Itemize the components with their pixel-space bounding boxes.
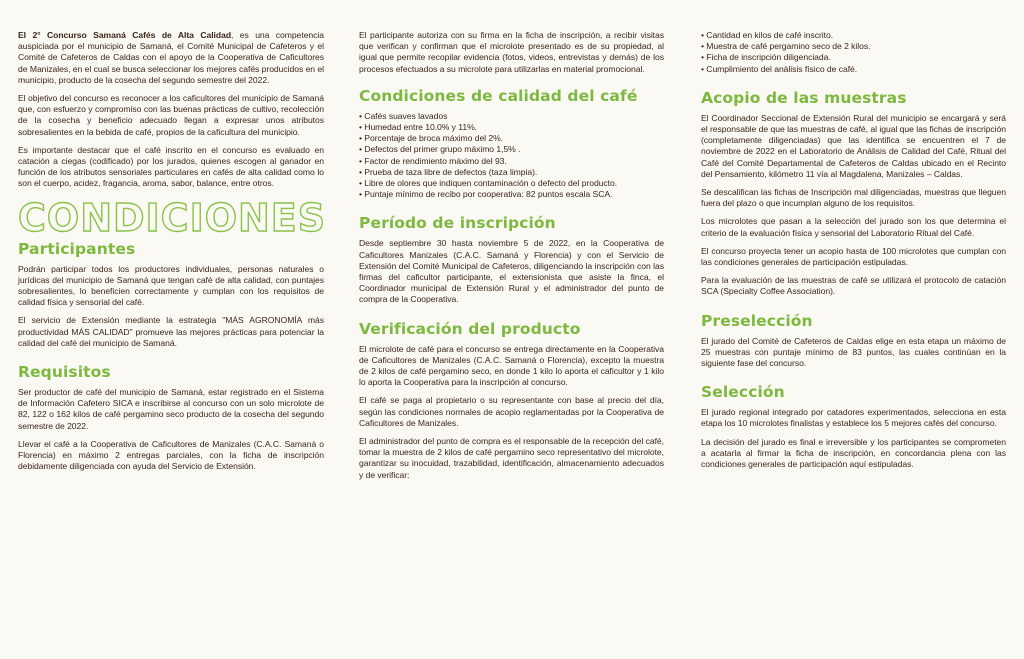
- preseleccion-heading: Preselección: [701, 311, 813, 330]
- list-item: • Cafés suaves lavados: [359, 111, 664, 122]
- verificacion-paragraph-2: El café se paga al propietario o su representante con base al precio del día, según las condiciones normales de acopio reglamentadas por la Cooperativa de Caficultores de Manizales.: [359, 395, 664, 428]
- acopio-paragraph-2: Se descalifican las fichas de Inscripción mal diligenciadas, muestras que lleguen fuera del plazo o que incumplan alguno de los requisitos.: [701, 187, 1006, 209]
- list-item: • Factor de rendimiento máximo del 93.: [359, 156, 664, 167]
- acopio-heading: Acopio de las muestras: [701, 88, 907, 107]
- list-item: • Libre de olores que indiquen contaminación o defecto del producto.: [359, 178, 664, 189]
- periodo-paragraph: Desde septiembre 30 hasta noviembre 5 de 2022, en la Cooperativa de Caficultores Manizales (C.A.C. Samaná y Florencia) y con el Servicio de Extensión del Comité Municipal de Cafeteros, diligenciando la inscripción con las firmas del caficultor participante, el extensionista que asiste la finca, el Coordinador municipal de Extensión Rural y el administrador del punto de compra de la Cooperativa.: [359, 238, 664, 305]
- acopio-paragraph-4: El concurso proyecta tener un acopio hasta de 100 microlotes que cumplan con las condiciones generales de participación estipuladas.: [701, 245, 1006, 268]
- list-item: • Prueba de taza libre de defectos (taza limpia).: [359, 167, 664, 178]
- acopio-paragraph-3: Los microlotes que pasan a la selección del jurado son los que determina el criterio de la evaluación física y sensorial del Laboratorio Ritual del Café.: [701, 216, 1006, 238]
- calidad-list: [359, 111, 664, 201]
- conditions-title: CONDICIONES: [18, 195, 327, 240]
- list-item: • Muestra de café pergamino seco de 2 kilos.: [701, 41, 1006, 52]
- list-item: • Cumplimiento del análisis físico de café.: [701, 64, 1006, 75]
- participantes-heading: Participantes: [18, 239, 136, 258]
- intro-paragraph-3: Es importante destacar que el café inscrito en el concurso es evaluado en catación a ciegas (codificado) por los jurados, quienes escogen al ganador en función de los atributos sensoriales particulares en cafés de alta calidad como lo son el cuerpo, acidez, fragancia, aroma, sabor, balance, entre otros.: [18, 144, 324, 189]
- periodo-heading: Período de inscripción: [359, 214, 556, 233]
- list-item: • Porcentaje de broca máximo del 2%.: [359, 133, 664, 144]
- requisitos-paragraph-1: Ser productor de café del municipio de Samaná, estar registrado en el Sistema de Información Cafetero SICA e inscribirse al concurso con un solo microlote de 82, 122 o 162 kilos de café pergamino seco producto de la cosecha del segundo semestre de 2022.: [18, 387, 324, 431]
- seleccion-paragraph-2: La decisión del jurado es final e irreversible y los participantes se comprometen a acatarla al firmar la ficha de inscripción, en concordancia plena con las condiciones generales de participación aquí estipuladas.: [701, 436, 1006, 470]
- list-item: • Ficha de inscripción diligenciada.: [701, 52, 1006, 63]
- intro-paragraph-1-text: , es una competencia auspiciada por el municipio de Samaná, el Comité Municipal de Cafeteros y el Comité de Cafeteros de Caldas con el apoyo de la Cooperativa de Caficultores de Manizales, en el cual se busca seleccionar los mejores cafés producidos en el municipio, producto de la cosecha del segundo semestre del 2022.: [18, 30, 324, 85]
- verification-list: [701, 30, 1006, 75]
- column-right: [701, 30, 1006, 477]
- participantes-paragraph-2: El servicio de Extensión mediante la estrategia "MÁS AGRONOMÍA más productividad MÁS CALIDAD" promueve las mejores prácticas para potenciar la calidad del café del municipio de Samaná.: [18, 315, 324, 348]
- requisitos-heading: Requisitos: [18, 363, 111, 382]
- list-item: • Defectos del primer grupo máximo 1,5% .: [359, 144, 664, 155]
- intro-paragraph-1: [18, 30, 324, 86]
- participantes-paragraph-1: Podrán participar todos los productores individuales, personas naturales o jurídicas del municipio de Samaná que tengan café de alta calidad, con puntajes sobresalientes, lo beneficien correctamente y cumplan con los requisitos de calidad física y sensorial del café.: [18, 263, 324, 308]
- authorization-paragraph: El participante autoriza con su firma en la ficha de inscripción, a recibir visitas que verifican y confirman que el microlote presentado es de su propiedad, al igual que permite recopilar evidencia (fotos, videos, entrevistas y demás) de los procesos efectuados a su microlote para utilizarlas en material promocional.: [359, 30, 664, 74]
- verificacion-paragraph-1: El microlote de café para el concurso se entrega directamente en la Cooperativa de Caficultores de Manizales (C.A.C. Samaná o Florencia), excepto la muestra de 2 kilos de café pergamino seco, en donde 1 kilo lo aporta el caficultor y 1 kilo lo aporta la Cooperativa para la inscripción al concurso.: [359, 343, 664, 388]
- intro-paragraph-2: El objetivo del concurso es reconocer a los caficultores del municipio de Samaná que, con esfuerzo y compromiso con las buenas prácticas de cultivo, recolección de la cosecha y beneficio adecuado llegan a expresar unos atributos sobresalientes en la bebida de café, propios de la caficultura del municipio.: [18, 93, 324, 137]
- acopio-paragraph-1: El Coordinador Seccional de Extensión Rural del municipio se encargará y será el responsable de que las muestras de café, al igual que las fichas de inscripción (completamente diligenciadas) que las identifica se encuentren el 7 de noviembre de 2022 en el Laboratorio de Análisis de Calidad del Café, Ritual del Café del Comité Departamental de Cafeteros de Caldas ubicado en el Recinto del Pensamiento, kilómetro 11 vía al Magdalena, Manizales – Caldas.: [701, 112, 1006, 179]
- verificacion-paragraph-3: El administrador del punto de compra es el responsable de la recepción del café, tomar la muestra de 2 kilos de café pergamino seco representativo del microlote, garantizar su inocuidad, trazabilidad, identificación, almacenamiento adecuados y de verificar:: [359, 436, 664, 480]
- requisitos-paragraph-2: Llevar el café a la Cooperativa de Caficultores de Manizales (C.A.C. Samaná o Florencia) en máximo 2 entregas parciales, con la ficha de inscripción debidamente diligenciada con ayuda del Servicio de Extensión.: [18, 438, 324, 472]
- acopio-paragraph-5: Para la evaluación de las muestras de café se utilizará el protocolo de catación SCA (Specialty Coffee Association).: [701, 275, 1006, 297]
- calidad-heading: Condiciones de calidad del café: [359, 86, 638, 105]
- list-item: • Puntaje mínimo de recibo por cooperativa: 82 puntos escala SCA.: [359, 189, 664, 200]
- list-item: • Humedad entre 10.0% y 11%.: [359, 122, 664, 133]
- list-item: • Cantidad en kilos de café inscrito.: [701, 30, 1006, 41]
- column-left: [18, 30, 327, 479]
- preseleccion-paragraph: El jurado del Comité de Cafeteros de Caldas elige en esta etapa un máximo de 25 muestras con puntaje mínimo de 83 puntos, las cuales continúan en la siguiente fase del concurso.: [701, 335, 1006, 369]
- column-middle: [359, 30, 664, 488]
- seleccion-heading: Selección: [701, 383, 785, 402]
- seleccion-paragraph-1: El jurado regional integrado por catadores experimentados, selecciona en esta etapa los 10 microlotes finalistas y establece los 5 mejores cafés del concurso.: [701, 407, 1006, 429]
- contest-name: El 2° Concurso Samaná Cafés de Alta Calidad: [18, 30, 232, 40]
- verificacion-heading: Verificación del producto: [359, 319, 581, 338]
